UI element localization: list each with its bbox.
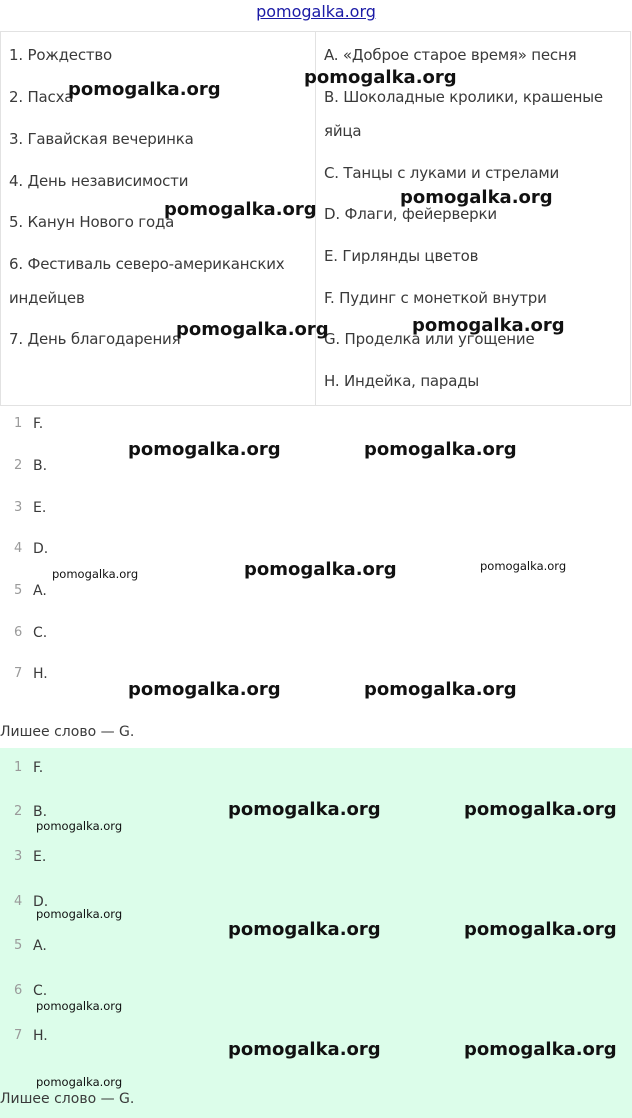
watermark: pomogalka.org (68, 79, 221, 100)
right-item-b-cont: яйца (324, 122, 362, 140)
left-item-5: 5. Канун Нового года (9, 213, 175, 231)
right-item-f: F. Пудинг с монеткой внутри (324, 289, 547, 307)
watermark: pomogalka.org (36, 999, 123, 1013)
answer-letter: B. (33, 804, 48, 820)
answer-number: 7 (14, 1028, 23, 1043)
answer-number: 3 (14, 849, 23, 864)
extra-word-note: Лишее слово — G. (0, 1091, 135, 1107)
answers-block-plain (0, 406, 632, 748)
right-item-g: G. Проделка или угощение (324, 330, 535, 348)
right-item-b: B. Шоколадные кролики, крашеные (324, 88, 603, 106)
answer-letter: H. (33, 1028, 48, 1044)
answers-block-highlighted (0, 748, 632, 1118)
answer-number: 3 (14, 500, 23, 515)
answer-number: 1 (14, 416, 23, 431)
watermark: pomogalka.org (480, 559, 567, 573)
answer-letter: A. (33, 938, 47, 954)
watermark: pomogalka.org (244, 559, 397, 580)
watermark: pomogalka.org (128, 439, 281, 460)
answer-letter: C. (33, 625, 48, 641)
watermark: pomogalka.org (36, 907, 123, 921)
right-item-a: A. «Доброе старое время» песня (324, 46, 577, 64)
answer-letter: E. (33, 849, 47, 865)
left-item-7: 7. День благодарения (9, 330, 181, 348)
answer-number: 2 (14, 458, 23, 473)
answer-number: 6 (14, 625, 23, 640)
left-item-4: 4. День независимости (9, 172, 189, 190)
watermark: pomogalka.org (228, 1039, 381, 1060)
answer-letter: C. (33, 983, 48, 999)
right-item-h: H. Индейка, парады (324, 372, 480, 390)
left-item-1: 1. Рождество (9, 46, 113, 64)
answer-letter: F. (33, 416, 44, 432)
watermark: pomogalka.org (464, 1039, 617, 1060)
watermark: pomogalka.org (36, 1075, 123, 1089)
answer-letter: D. (33, 541, 49, 557)
answer-number: 7 (14, 666, 23, 681)
right-item-d: D. Флаги, фейерверки (324, 205, 497, 223)
matching-table (0, 31, 631, 406)
answer-number: 4 (14, 894, 23, 909)
answer-number: 2 (14, 804, 23, 819)
answer-number: 5 (14, 583, 23, 598)
left-item-2: 2. Пасха (9, 88, 74, 106)
extra-word-note: Лишее слово — G. (0, 724, 135, 740)
answer-letter: E. (33, 500, 47, 516)
watermark: pomogalka.org (464, 799, 617, 820)
watermark: pomogalka.org (400, 187, 553, 208)
answer-letter: A. (33, 583, 47, 599)
answer-letter: H. (33, 666, 48, 682)
answer-number: 5 (14, 938, 23, 953)
site-title[interactable]: pomogalka.org (256, 2, 376, 21)
watermark: pomogalka.org (52, 567, 139, 581)
watermark: pomogalka.org (228, 919, 381, 940)
left-item-6: 6. Фестиваль северо-американских (9, 255, 285, 273)
watermark: pomogalka.org (176, 319, 329, 340)
left-item-3: 3. Гавайская вечеринка (9, 130, 194, 148)
watermark: pomogalka.org (304, 67, 457, 88)
answer-number: 4 (14, 541, 23, 556)
left-item-6-cont: индейцев (9, 289, 85, 307)
watermark: pomogalka.org (36, 819, 123, 833)
watermark: pomogalka.org (228, 799, 381, 820)
answer-number: 1 (14, 760, 23, 775)
watermark: pomogalka.org (464, 919, 617, 940)
answer-letter: F. (33, 760, 44, 776)
watermark: pomogalka.org (164, 199, 317, 220)
watermark: pomogalka.org (364, 439, 517, 460)
watermark: pomogalka.org (412, 315, 565, 336)
watermark: pomogalka.org (128, 679, 281, 700)
answer-number: 6 (14, 983, 23, 998)
right-item-e: E. Гирлянды цветов (324, 247, 479, 265)
answer-letter: D. (33, 894, 49, 910)
watermark: pomogalka.org (364, 679, 517, 700)
answer-letter: B. (33, 458, 48, 474)
column-divider (315, 32, 316, 405)
right-item-c: C. Танцы с луками и стрелами (324, 164, 560, 182)
